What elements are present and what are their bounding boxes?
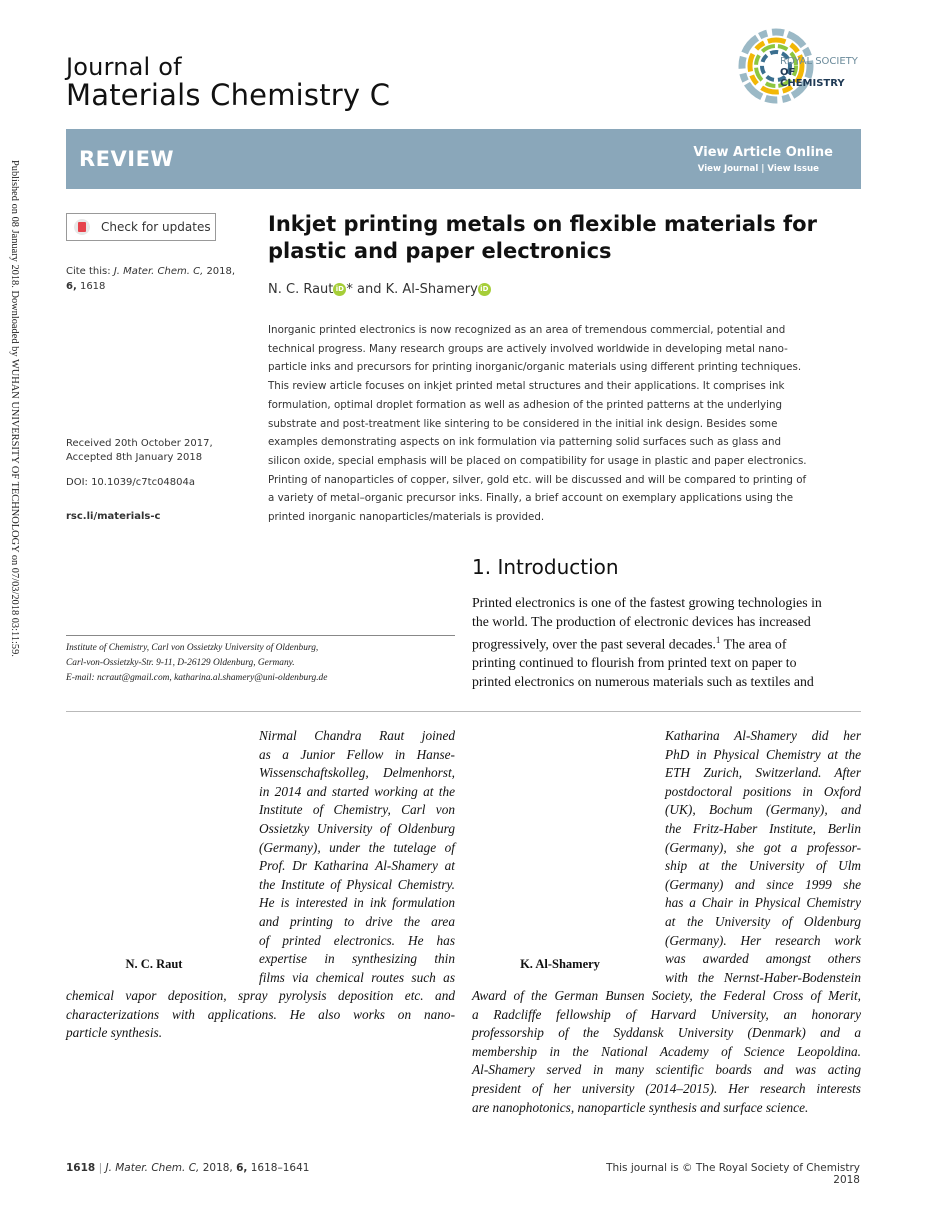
bio-line: PhD in Physical Chemistry at the [665, 746, 861, 762]
accepted-date: Accepted 8th January 2018 [66, 452, 203, 463]
citation-volume: 6, [66, 281, 77, 292]
bio-line: in 2014 and started working at the [259, 783, 455, 799]
rsc-logo-text [780, 56, 862, 89]
abstract-line: Inorganic printed electronics is now recognized as an area of tremendous commercial, potential and [268, 324, 786, 336]
footer-copyright: This journal is © The Royal Society of Chemistry 2018 [606, 1162, 860, 1186]
bio-line: membership in the National Academy of Science Leopoldina. [472, 1043, 861, 1059]
view-journal-link[interactable]: View Journal [697, 164, 759, 174]
article-type-banner [66, 129, 861, 189]
orcid-icon[interactable]: iD [333, 283, 346, 296]
bio-line: Katharina Al-Shamery did her [665, 728, 861, 743]
abstract-line: examples demonstrating aspects on ink formulation via patterning solid surfaces such as glass and [268, 436, 782, 449]
abstract-line: substrate and post-treatment like sintering to be considered in the initial ink design. Besides some [268, 417, 778, 430]
intro-line: the world. The production of electronic devices has increased [472, 613, 811, 629]
doi[interactable]: DOI: 10.1039/c7tc04804a [66, 477, 196, 488]
check-for-updates-button[interactable] [66, 213, 216, 241]
bio-line: of printed electronics. He has [259, 932, 455, 948]
check-for-updates-label: Check for updates [101, 220, 211, 234]
abstract-line: technical progress. Many research groups are actively involved worldwide in developing metal nano- [268, 342, 788, 355]
bio-line: president of her university (2014–2015). Her research interests [472, 1080, 861, 1096]
abstract-line: printed inorganic nanoparticles/materials is provided. [268, 511, 545, 524]
bio-line: the Institute of Physical Chemistry. [259, 876, 455, 892]
abstract [268, 321, 860, 527]
bio-line: was awarded amongst others [665, 951, 861, 967]
footer-pages: 1618–1641 [250, 1162, 310, 1174]
bio-raut-full [66, 987, 455, 1043]
footer-journal: J. Mater. Chem. C, [105, 1162, 200, 1174]
author-raut[interactable]: N. C. Raut [268, 282, 334, 297]
view-links-separator: | [761, 164, 765, 174]
article-title-line1: Inkjet printing metals on flexible materials for [268, 212, 817, 236]
bio-line: Al-Shamery served in many scientific boards and was acting [472, 1062, 861, 1078]
author-al-shamery[interactable]: K. Al-Shamery [385, 282, 478, 297]
intro-line-3-tail: The area of [720, 636, 787, 652]
citation-page: 1618 [79, 281, 106, 292]
bio-line: chemical vapor deposition, spray pyrolysis deposition etc. and [66, 988, 455, 1003]
citation [66, 264, 256, 294]
rsc-logo[interactable] [736, 22, 862, 110]
bio-line: ETH Zurich, Switzerland. After [665, 765, 861, 781]
affiliation-line: Carl-von-Ossietzky-Str. 9-11, D-26129 Oldenburg, Germany. [66, 658, 295, 668]
footer-volume: 6, [236, 1162, 248, 1174]
corresponding-author-mark: * [346, 282, 353, 297]
footer-page-number: 1618 [66, 1162, 96, 1174]
bio-line: He is interested in ink formulation [259, 895, 455, 911]
section-heading-introduction: 1. Introduction [472, 555, 619, 579]
bio-raut-column [259, 727, 455, 987]
reference-1-link[interactable]: 1 [715, 635, 721, 646]
intro-line: printed electronics on numerous materials such as textiles and [472, 673, 814, 689]
citation-year: 2018, [206, 266, 236, 277]
short-url-link[interactable]: rsc.li/materials-c [66, 511, 161, 522]
bio-line: (UK), Bochum (Germany), and [665, 802, 861, 818]
affiliation-line: Institute of Chemistry, Carl von Ossietzky University of Oldenburg, [66, 643, 319, 653]
article-title-line2: plastic and paper electronics [268, 239, 612, 263]
bio-line: Wissenschaftskolleg, Delmenhorst, [259, 765, 455, 781]
bio-line: Award of the German Bunsen Society, the Federal Cross of Merit, [472, 988, 861, 1003]
view-issue-link[interactable]: View Issue [767, 164, 819, 174]
intro-line-3: progressively, over the past several decades. [472, 636, 716, 652]
bio-line: (Germany) and since 1999 she [665, 876, 861, 892]
bio-al-shamery-full [472, 987, 861, 1117]
bio-line: (Germany), under the tutelage of [259, 839, 455, 855]
bio-line: as a Junior Fellow in Hanse- [259, 746, 455, 762]
bio-line: (Germany). Her research work [665, 932, 861, 948]
bio-name-al-shamery: K. Al-Shamery [520, 957, 600, 971]
bio-line: particle synthesis. [66, 1025, 163, 1041]
bio-line: ship at the University of Ulm [665, 858, 861, 874]
abstract-line: formulation, optimal droplet formation as well as adhesion of the printed patterns at the underlying [268, 398, 783, 411]
bio-line: a Radcliffe fellowship of Harvard University, an honorary [472, 1006, 861, 1022]
author-conjunction: and [352, 282, 386, 297]
abstract-line: a variety of metal–organic precursor inks. Finally, a brief account on exemplary applications using the [268, 492, 794, 505]
journal-title-line1: Journal of [66, 53, 182, 81]
bio-line: characterizations with applications. He also works on nano- [66, 1006, 455, 1022]
orcid-icon[interactable]: iD [478, 283, 491, 296]
intro-line: printing continued to flourish from printed text on paper to [472, 655, 797, 671]
abstract-line: silicon oxide, special emphasis will be placed on compatibility for usage in plastic and paper electronics. [268, 454, 807, 467]
affiliation-line[interactable]: E-mail: ncraut@gmail.com, katharina.al.shamery@uni-oldenburg.de [66, 673, 328, 683]
journal-title-line2: Materials Chemistry C [66, 78, 391, 112]
view-article-online-link[interactable]: View Article Online [693, 145, 833, 160]
footer-separator: | [98, 1162, 103, 1174]
article-type-label: REVIEW [79, 147, 175, 171]
footer-year: 2018, [202, 1162, 233, 1174]
article-title [268, 211, 858, 265]
crossmark-icon [74, 219, 90, 235]
bio-line: has a Chair in Physical Chemistry [665, 895, 861, 911]
bio-line: films via chemical routes such as [259, 969, 455, 985]
abstract-line: This review article focuses on inkjet printed metal structures and their applications. It comprises ink [268, 380, 785, 393]
download-side-note [6, 160, 20, 760]
affiliation [66, 641, 458, 686]
bio-name-raut: N. C. Raut [125, 957, 183, 971]
bio-line: Ossietzky University of Oldenburg [259, 820, 455, 836]
bio-line: with the Nernst-Haber-Bodenstein [665, 969, 861, 985]
bio-al-shamery-column [665, 727, 861, 987]
abstract-line: Printing of nanoparticles of copper, silver, gold etc. will be discussed and will be compared to printing of [268, 473, 807, 486]
bio-line: expertise in synthesizing thin [259, 951, 455, 967]
intro-line: Printed electronics is one of the fastest growing technologies in [472, 595, 822, 610]
footer-citation [66, 1162, 309, 1174]
bio-line: and printing to drive the area [259, 913, 455, 929]
view-links [698, 164, 819, 174]
bio-line: postdoctoral positions in Oxford [665, 783, 861, 799]
intro-line [472, 631, 860, 654]
citation-prefix: Cite this: [66, 266, 111, 277]
journal-title[interactable] [66, 55, 390, 110]
bio-line: professorship of the Syddansk University (Denmark) and a [472, 1025, 861, 1041]
bio-line: Nirmal Chandra Raut joined [259, 728, 455, 743]
affiliation-divider [66, 635, 455, 636]
bio-line: Prof. Dr Katharina Al-Shamery at [259, 858, 455, 874]
rsc-logo-line2: OF CHEMISTRY [780, 67, 845, 89]
bio-line: the Fritz-Haber Institute, Berlin [665, 820, 861, 836]
author-list [268, 282, 491, 297]
bio-line: Institute of Chemistry, Carl von [259, 802, 455, 818]
citation-journal: J. Mater. Chem. C, [113, 266, 204, 277]
biography-divider [66, 711, 861, 712]
rsc-logo-line1: ROYAL SOCIETY [780, 56, 858, 67]
bio-line: (Germany), she got a professor- [665, 839, 861, 855]
download-side-note-text: Published on 08 January 2018. Downloaded by WUHAN UNIVERSITY OF TECHNOLOGY on 07/03/2018 03:11:59. [9, 160, 20, 657]
introduction-text [472, 594, 860, 692]
abstract-line: particle inks and precursors for printing inorganic/organic materials using different printing techniques. [268, 361, 802, 374]
bio-line: are nanophotonics, nanoparticle synthesis and surface science. [472, 1099, 809, 1115]
received-date: Received 20th October 2017, [66, 438, 213, 449]
bio-line: at the University of Oldenburg [665, 913, 861, 929]
